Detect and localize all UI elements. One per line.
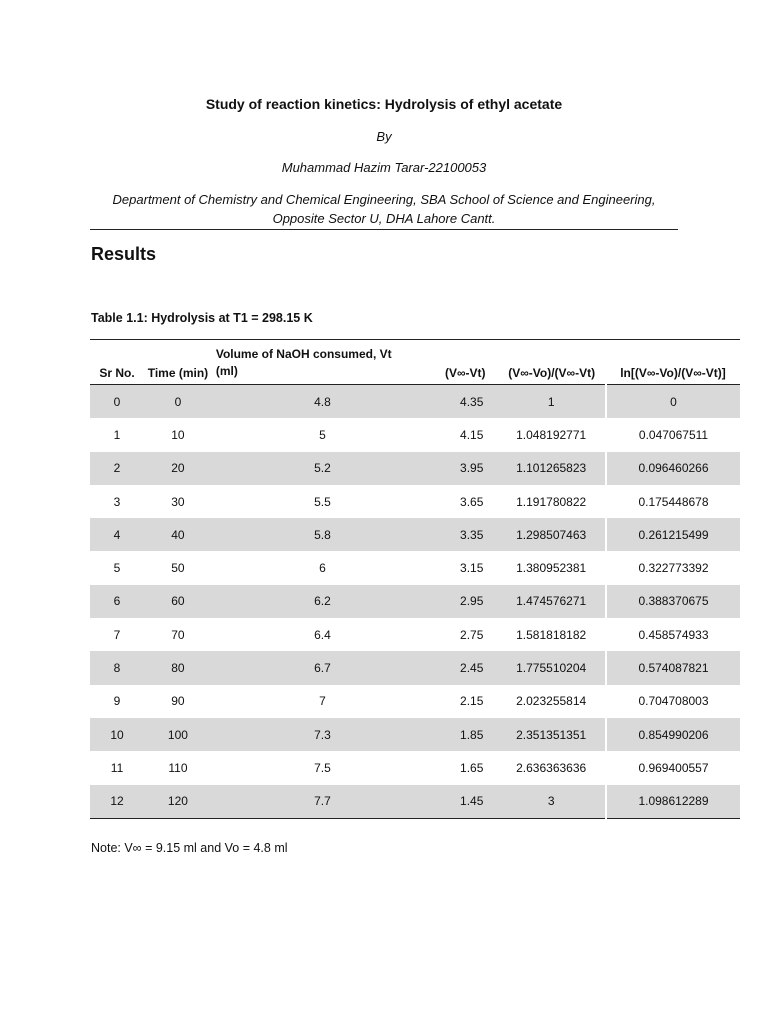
cell-sr-no: 9: [113, 694, 121, 709]
table-row: [90, 618, 740, 651]
cell-vinf-minus-vt: 3.15: [460, 561, 484, 576]
cell-vinf-minus-vt: 4.15: [460, 427, 484, 442]
cell-vinf-minus-vt: 3.65: [460, 494, 484, 509]
table-header-row: [90, 340, 740, 385]
cell-ln-ratio: 0.261215499: [606, 518, 740, 551]
cell-sr-no: 10: [90, 718, 144, 751]
table-row: [90, 685, 740, 718]
table-row: [90, 785, 740, 819]
results-heading: Results: [91, 244, 157, 264]
cell-ln-ratio: 0.096460266: [606, 452, 740, 485]
cell-time: 0: [144, 385, 212, 419]
cell-ratio: 1.775510204: [497, 651, 606, 684]
cell-time: 80: [144, 651, 212, 684]
cell-ln-ratio: 0.322773392: [606, 551, 740, 584]
cell-time: 120: [144, 785, 212, 819]
cell-sr-no: 5: [113, 561, 121, 576]
cell-sr-no: 3: [113, 494, 121, 509]
cell-ratio: 3: [497, 785, 606, 819]
cell-time: 50: [171, 561, 185, 576]
note-text: Note: V∞ = 9.15 ml and Vo = 4.8 ml: [91, 841, 288, 855]
cell-sr-no: 6: [90, 585, 144, 618]
cell-vinf-minus-vt: 3.35: [433, 518, 497, 551]
cell-volume: 7: [319, 694, 326, 709]
table-row: [90, 551, 740, 584]
cell-time: 110: [168, 760, 188, 775]
header-volume-line-2: (ml): [215, 364, 238, 378]
table-row: [90, 518, 740, 551]
cell-time: 40: [144, 518, 212, 551]
cell-volume: 4.8: [212, 385, 433, 419]
results-table: [90, 339, 740, 819]
cell-ln-ratio: 0.388370675: [606, 585, 740, 618]
cell-ln-ratio: 0: [606, 385, 740, 419]
affiliation-line-1: Department of Chemistry and Chemical Engineering, SBA School of Science and Engineering,: [112, 192, 656, 207]
cell-ratio: 1.191780822: [516, 494, 587, 509]
cell-volume: 7.7: [212, 785, 433, 819]
header-divider: [90, 229, 678, 230]
cell-time: 70: [171, 627, 185, 642]
cell-vinf-minus-vt: 2.75: [460, 627, 484, 642]
author-name: Muhammad Hazim Tarar-22100053: [281, 160, 487, 175]
cell-vinf-minus-vt: 1.45: [433, 785, 497, 819]
by-line: By: [376, 129, 392, 144]
table-row: [90, 718, 740, 751]
cell-volume: 5.5: [314, 494, 331, 509]
cell-ratio: 1.298507463: [497, 518, 606, 551]
cell-ratio: 1.048192771: [516, 427, 587, 442]
cell-ln-ratio: 0.574087821: [606, 651, 740, 684]
cell-vinf-minus-vt: 2.95: [433, 585, 497, 618]
cell-volume: 6: [319, 561, 326, 576]
table-body: [90, 385, 740, 819]
cell-sr-no: 12: [90, 785, 144, 819]
cell-ratio: 2.023255814: [516, 694, 587, 709]
cell-volume: 5: [319, 427, 326, 442]
cell-ratio: 1.101265823: [497, 452, 606, 485]
cell-volume: 6.7: [212, 651, 433, 684]
cell-time: 90: [171, 694, 185, 709]
table-row: [90, 751, 740, 784]
cell-time: 20: [144, 452, 212, 485]
header-ratio: (V∞-Vo)/(V∞-Vt): [497, 340, 606, 385]
document-title: Study of reaction kinetics: Hydrolysis of ethyl acetate: [205, 96, 563, 112]
cell-ln-ratio: 0.458574933: [606, 618, 740, 651]
cell-vinf-minus-vt: 2.45: [433, 651, 497, 684]
table-row: [90, 452, 740, 485]
cell-ratio: 1: [497, 385, 606, 419]
header-ln-ratio: ln[(V∞-Vo)/(V∞-Vt)]: [606, 340, 740, 385]
cell-vinf-minus-vt: 3.95: [433, 452, 497, 485]
cell-ratio: 2.351351351: [497, 718, 606, 751]
cell-ratio: 1.380952381: [516, 561, 587, 576]
cell-volume: 6.4: [314, 627, 331, 642]
cell-time: 30: [171, 494, 185, 509]
header-time: Time (min): [144, 340, 212, 385]
table-row: [90, 485, 740, 518]
header-volume: [212, 340, 433, 385]
header-vinf-minus-vt: (V∞-Vt): [433, 340, 497, 385]
cell-vinf-minus-vt: 2.15: [460, 694, 484, 709]
table-row: [90, 651, 740, 684]
cell-sr-no: 11: [110, 760, 124, 775]
cell-ratio: 2.636363636: [516, 760, 587, 775]
cell-ln-ratio: 0.175448678: [606, 485, 740, 518]
table-row: [90, 418, 740, 451]
cell-time: 60: [144, 585, 212, 618]
cell-sr-no: 2: [90, 452, 144, 485]
cell-ln-ratio: 0.969400557: [606, 751, 740, 784]
cell-sr-no: 4: [90, 518, 144, 551]
cell-ln-ratio: 1.098612289: [606, 785, 740, 819]
cell-time: 100: [144, 718, 212, 751]
cell-vinf-minus-vt: 1.65: [460, 760, 484, 775]
cell-vinf-minus-vt: 1.85: [433, 718, 497, 751]
table-caption: Table 1.1: Hydrolysis at T1 = 298.15 K: [91, 311, 313, 325]
cell-volume: 5.8: [212, 518, 433, 551]
cell-volume: 6.2: [212, 585, 433, 618]
cell-sr-no: 1: [113, 427, 121, 442]
cell-vinf-minus-vt: 4.35: [433, 385, 497, 419]
header-volume-line-1: Volume of NaOH consumed, Vt: [215, 347, 392, 361]
affiliation-line-2: Opposite Sector U, DHA Lahore Cantt.: [272, 211, 496, 226]
cell-volume: 7.5: [314, 760, 331, 775]
table-row: [90, 385, 740, 419]
cell-ln-ratio: 0.047067511: [606, 418, 740, 451]
cell-ln-ratio: 0.854990206: [606, 718, 740, 751]
cell-volume: 7.3: [212, 718, 433, 751]
header-sr-no: Sr No.: [90, 340, 144, 385]
cell-ln-ratio: 0.704708003: [606, 685, 740, 718]
cell-ratio: 1.581818182: [516, 627, 587, 642]
affiliation: [90, 190, 678, 228]
cell-ratio: 1.474576271: [497, 585, 606, 618]
cell-volume: 5.2: [212, 452, 433, 485]
table-row: [90, 585, 740, 618]
cell-time: 10: [171, 427, 185, 442]
cell-sr-no: 0: [90, 385, 144, 419]
cell-sr-no: 8: [90, 651, 144, 684]
cell-sr-no: 7: [113, 627, 121, 642]
